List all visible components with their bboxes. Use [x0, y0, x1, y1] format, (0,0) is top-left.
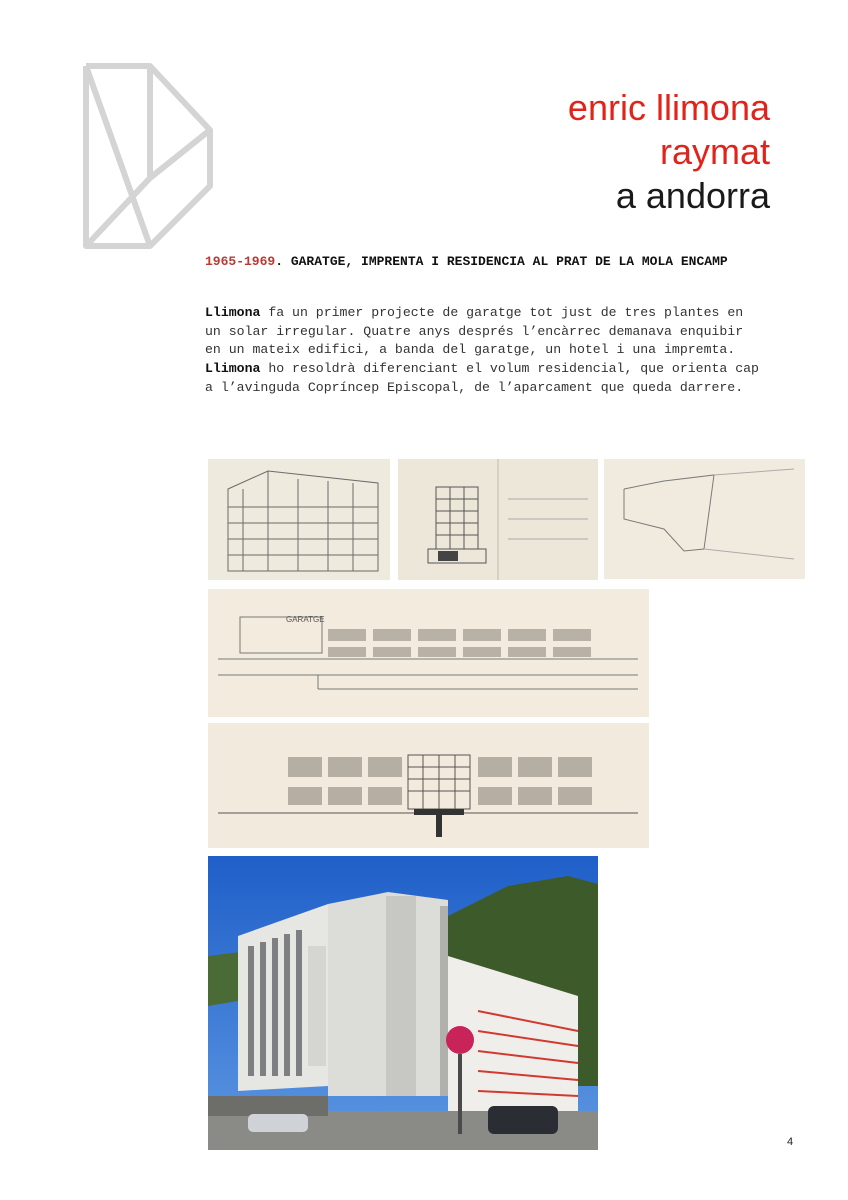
body-text-1: fa un primer projecte de garatge tot just de tres plantes en un solar irregular. Quatre anys després l’encàrrec demanava enquibir en un mateix edifici, a banda del garatge, un hotel i una impremta.: [205, 305, 744, 358]
garage-sign-label: GARATGE: [286, 615, 325, 624]
logo: [80, 58, 216, 250]
body-paragraph: [205, 304, 765, 398]
residence-elevation-image: [208, 723, 649, 848]
section-heading: [205, 252, 785, 271]
title-line-3: a andorra: [615, 175, 770, 216]
building-photo: [208, 856, 598, 1150]
architect-name: Llimona: [205, 305, 261, 320]
page-title: [568, 86, 770, 218]
elevation-drawing-image: [208, 459, 390, 580]
title-line-2: raymat: [659, 131, 770, 172]
title-line-1: enric llimona: [567, 87, 770, 128]
page-number: 4: [787, 1136, 794, 1148]
facade-drawing-image: [398, 459, 598, 580]
body-text-2: ho resoldrà diferenciant el volum residencial, que orienta cap a l’avinguda Copríncep Episcopal, de l’aparcament que queda darrere.: [205, 361, 759, 395]
architect-name: Llimona: [205, 361, 261, 377]
garage-elevation-image: [208, 589, 649, 717]
section-years: 1965-1969: [205, 254, 276, 269]
section-heading-text: . GARATGE, IMPRENTA I RESIDENCIA AL PRAT DE LA MOLA ENCAMP: [275, 254, 728, 269]
site-plan-image: [604, 459, 805, 579]
